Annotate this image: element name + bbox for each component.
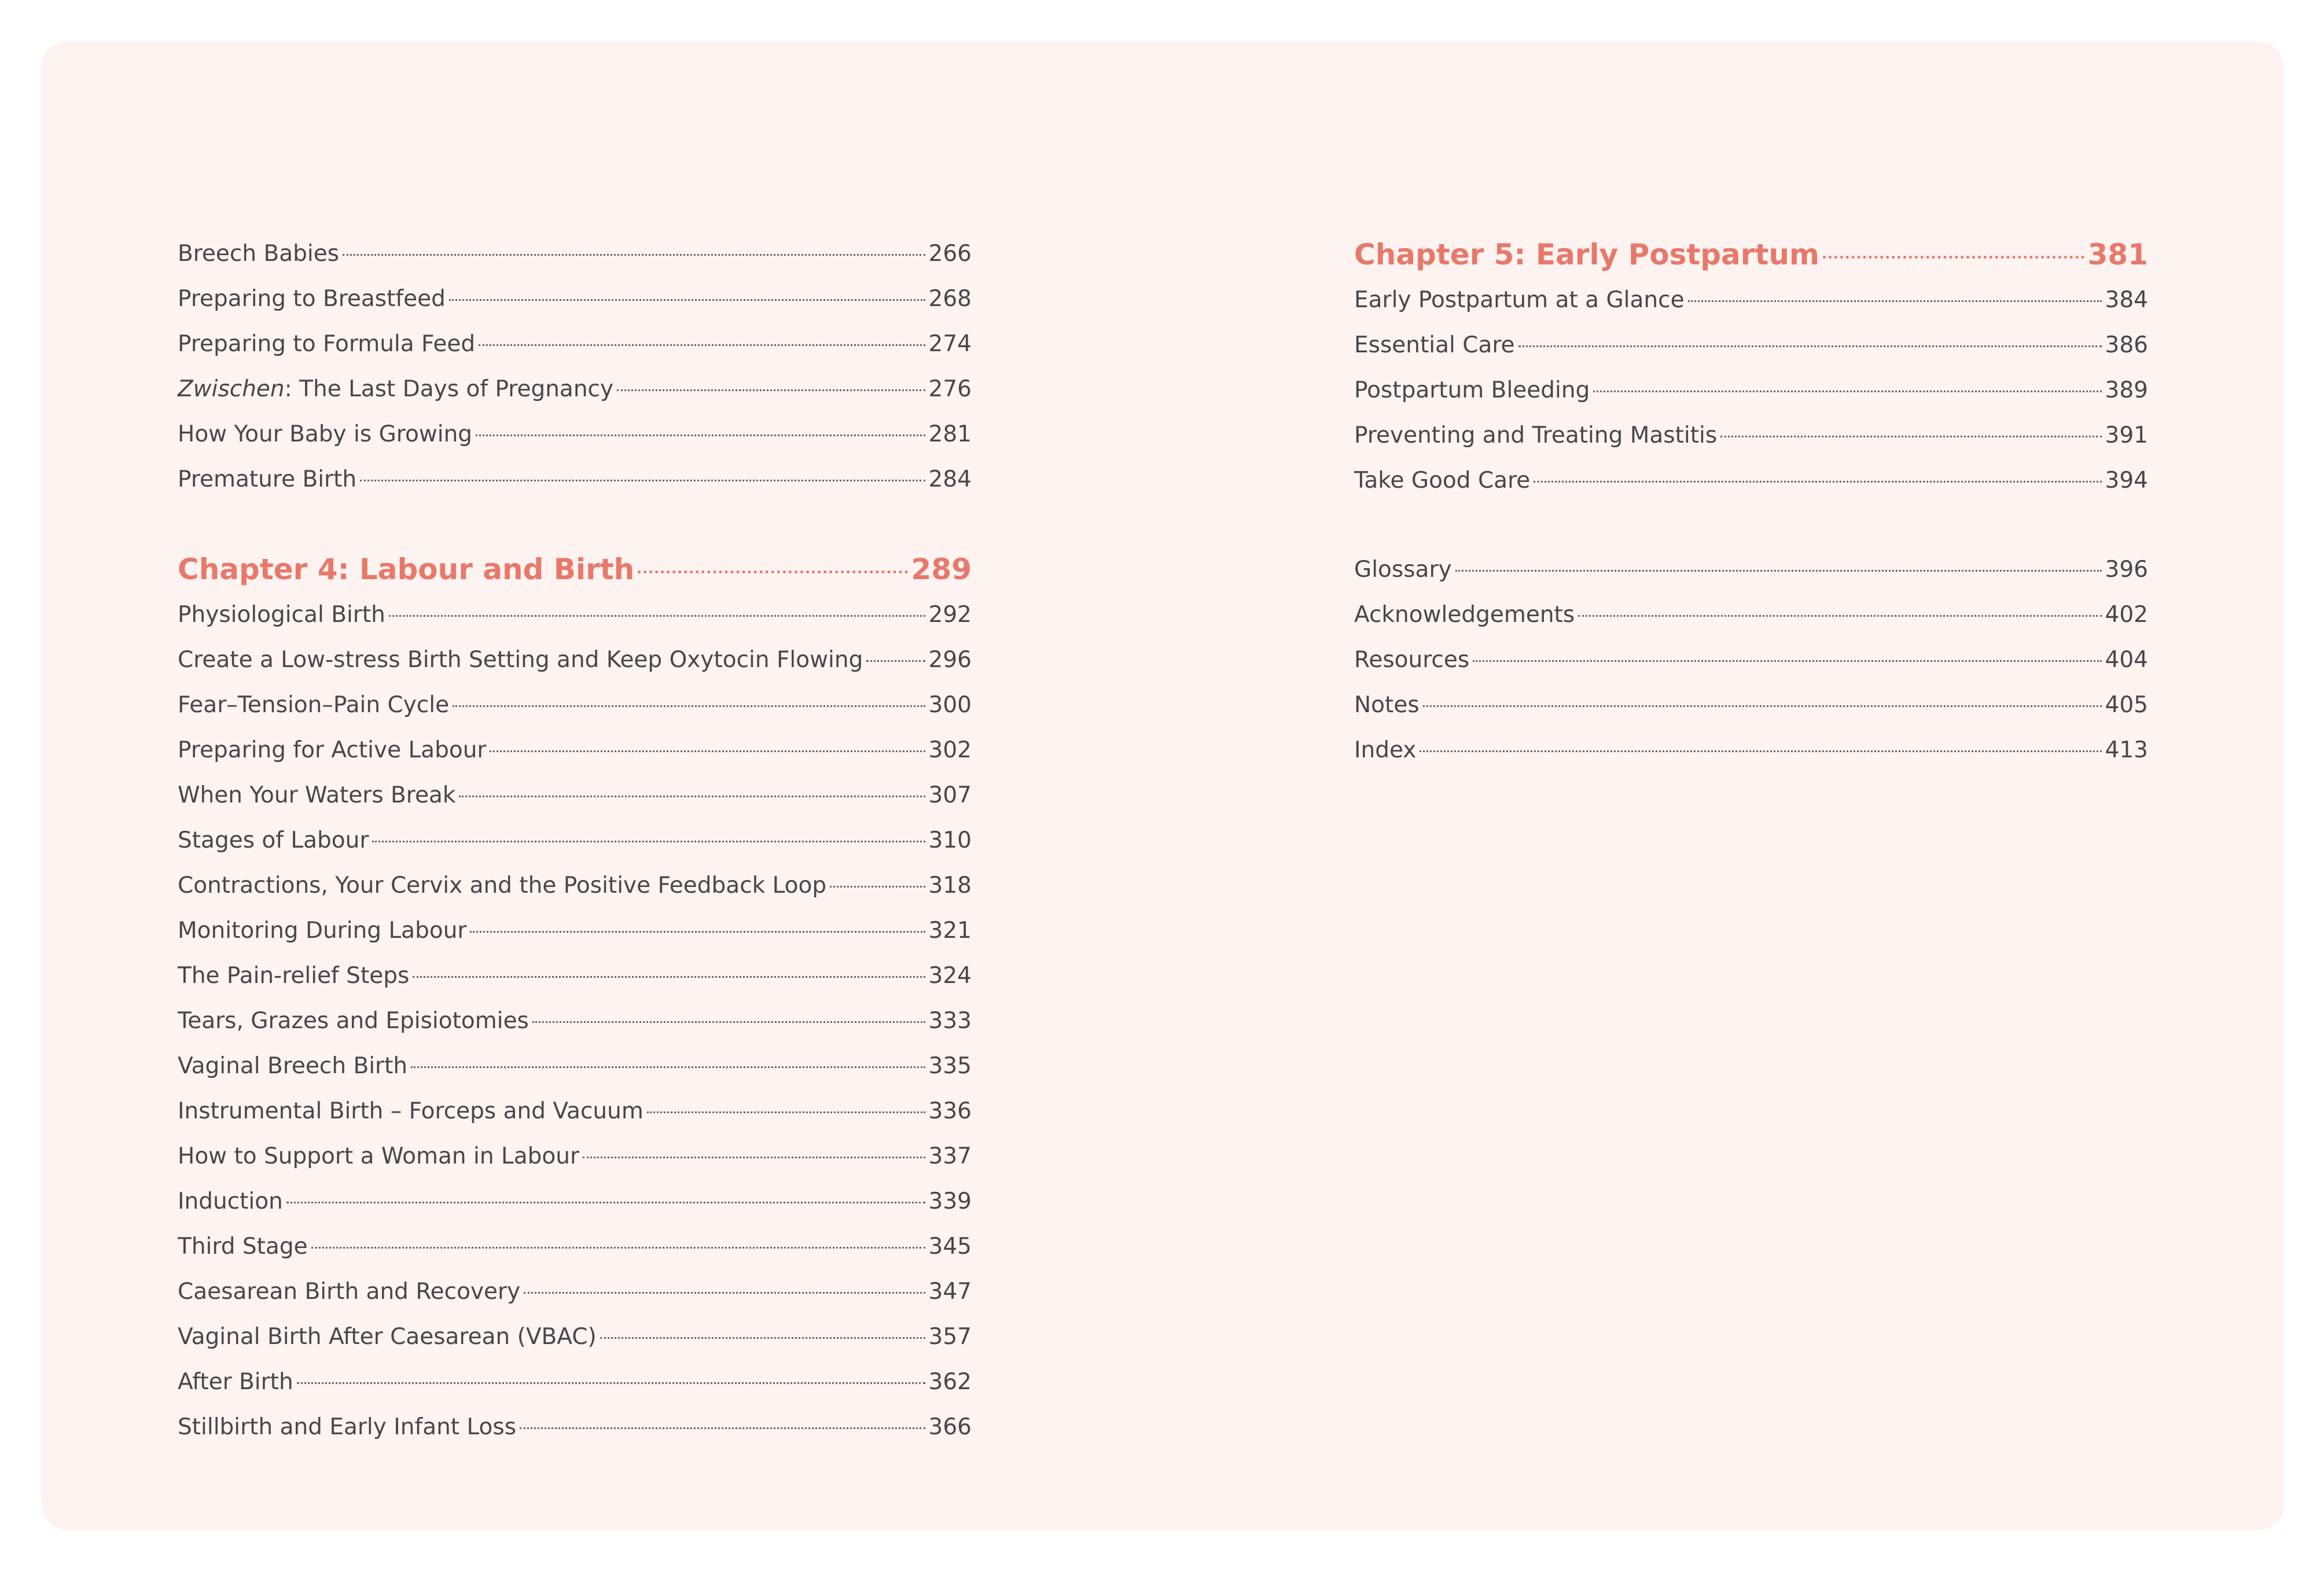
toc-entry-title: Early Postpartum at a Glance [1354, 287, 1685, 313]
toc-entry-page: 404 [2105, 647, 2148, 673]
toc-entry-title: Postpartum Bleeding [1354, 377, 1590, 403]
toc-entry-page: 362 [928, 1369, 972, 1395]
toc-entry-page: 333 [928, 1008, 972, 1034]
toc-entry-title: Induction [178, 1188, 283, 1214]
toc-entry-page: 394 [2105, 467, 2148, 494]
dot-leader [286, 1202, 925, 1203]
toc-entry[interactable] [178, 277, 972, 322]
toc-entry[interactable] [178, 231, 972, 277]
chapter-5-entries [1354, 278, 2148, 503]
toc-entry-title: Glossary [1354, 557, 1452, 583]
dot-leader [1578, 615, 2101, 617]
toc-entry-page: 396 [2105, 557, 2148, 583]
toc-entry-page: 284 [928, 466, 972, 492]
toc-entry-page: 300 [928, 692, 972, 718]
toc-entry-title: Breech Babies [178, 241, 340, 267]
toc-entry-page: 366 [928, 1414, 972, 1440]
dot-leader [372, 841, 925, 842]
toc-entry-page: 268 [928, 286, 972, 312]
toc-entry-title: Create a Low-stress Birth Setting and Keep Oxytocin Flowing [178, 647, 863, 673]
dot-leader [490, 750, 925, 752]
toc-entry-title: Preparing to Formula Feed [178, 331, 476, 357]
chapter-page: 289 [911, 553, 972, 586]
toc-entry-page: 274 [928, 331, 972, 357]
toc-entry-page: 402 [2105, 602, 2148, 628]
toc-entry-page: 384 [2105, 287, 2148, 313]
dot-leader [1420, 750, 2101, 752]
toc-entry-page: 302 [928, 737, 972, 763]
toc-entry-title: Notes [1354, 692, 1420, 718]
toc-entry-title: Preventing and Treating Mastitis [1354, 422, 1718, 448]
toc-entry-title: Acknowledgements [1354, 602, 1575, 628]
dot-leader [1823, 256, 2084, 259]
toc-entry[interactable] [178, 1224, 972, 1269]
toc-entry-page: 339 [928, 1188, 972, 1214]
toc-entry[interactable] [178, 592, 972, 638]
back-matter-entries [1354, 547, 2148, 773]
toc-entry-page: 347 [928, 1279, 972, 1305]
toc-entry[interactable] [1354, 592, 2148, 638]
dot-leader [1473, 660, 2101, 662]
toc-entry[interactable] [1354, 638, 2148, 683]
toc-entry[interactable] [178, 322, 972, 367]
toc-entry[interactable] [178, 908, 972, 953]
dot-leader [520, 1427, 925, 1429]
chapter-title: Chapter 4: Labour and Birth [178, 553, 635, 586]
toc-entry-page: 296 [928, 647, 972, 673]
toc-entry[interactable] [1354, 683, 2148, 728]
toc-entry-page: 337 [928, 1143, 972, 1169]
dot-leader [411, 1066, 925, 1068]
chapter-4-entries [178, 592, 972, 1450]
toc-entry[interactable] [1354, 413, 2148, 458]
dot-leader [866, 660, 925, 662]
chapter-page: 381 [2087, 238, 2148, 271]
section-spacer [178, 502, 972, 546]
toc-entry-title: Index [1354, 737, 1417, 763]
toc-entry-title: Vaginal Birth After Caesarean (VBAC) [178, 1324, 597, 1350]
dot-leader [1720, 436, 2101, 437]
chapter-title: Chapter 5: Early Postpartum [1354, 238, 1820, 271]
toc-entry-page: 324 [928, 963, 972, 989]
toc-entry[interactable] [178, 1405, 972, 1450]
dot-leader [1593, 391, 2101, 392]
toc-entry-title: Monitoring During Labour [178, 918, 467, 944]
dot-leader [647, 1111, 925, 1113]
toc-entry[interactable] [178, 1089, 972, 1134]
toc-entry-page: 345 [928, 1234, 972, 1260]
toc-entry-title: Take Good Care [1354, 467, 1531, 494]
toc-entry-title: How to Support a Woman in Labour [178, 1143, 579, 1169]
toc-entry-title-rest: : The Last Days of Pregnancy [284, 376, 614, 402]
dot-leader [1455, 570, 2102, 572]
toc-entry[interactable] [178, 1179, 972, 1224]
chapter-heading[interactable] [1354, 231, 2148, 278]
toc-right-column [1354, 231, 2148, 773]
toc-entry-title: After Birth [178, 1369, 293, 1395]
toc-entry[interactable] [178, 1360, 972, 1405]
toc-entry-page: 335 [928, 1053, 972, 1079]
section-spacer [1354, 503, 2148, 547]
toc-entry-title: Essential Care [1354, 332, 1515, 358]
toc-entry-title: Caesarean Birth and Recovery [178, 1279, 521, 1305]
dot-leader [459, 796, 925, 797]
toc-entry-page: 391 [2105, 422, 2148, 448]
toc-page [42, 42, 2284, 1530]
toc-entry-page: 386 [2105, 332, 2148, 358]
dot-leader [360, 480, 925, 481]
toc-entry-page: 405 [2105, 692, 2148, 718]
dot-leader [524, 1292, 925, 1294]
toc-entry-page: 307 [928, 782, 972, 808]
dot-leader [413, 976, 925, 978]
toc-entry-title: Stages of Labour [178, 827, 369, 853]
toc-entry-page: 389 [2105, 377, 2148, 403]
toc-entry-title: Resources [1354, 647, 1470, 673]
toc-entry-page: 357 [928, 1324, 972, 1350]
toc-entry-page: 276 [928, 376, 972, 402]
dot-leader [449, 299, 925, 301]
toc-entry[interactable] [1354, 458, 2148, 503]
toc-entry-title: Tears, Grazes and Episiotomies [178, 1008, 529, 1034]
toc-entry-title: Vaginal Breech Birth [178, 1053, 408, 1079]
toc-entry-page: 266 [928, 241, 972, 267]
toc-entry-title: When Your Waters Break [178, 782, 456, 808]
toc-entry[interactable] [178, 818, 972, 863]
toc-entry[interactable] [1354, 278, 2148, 323]
dot-leader [638, 570, 907, 573]
dot-leader [470, 931, 925, 933]
toc-entry[interactable] [178, 638, 972, 683]
toc-entry[interactable] [178, 953, 972, 999]
toc-entry[interactable] [178, 773, 972, 818]
dot-leader [311, 1247, 925, 1249]
dot-leader [479, 344, 925, 346]
toc-entry[interactable] [178, 1315, 972, 1360]
toc-entry-title [178, 367, 613, 412]
toc-entry-page: 281 [928, 421, 972, 447]
toc-entry[interactable] [178, 999, 972, 1044]
toc-entry[interactable] [178, 1269, 972, 1315]
dot-leader [532, 1021, 925, 1023]
toc-entry[interactable] [178, 457, 972, 502]
dot-leader [343, 254, 925, 256]
toc-entry-title: The Pain-relief Steps [178, 963, 410, 989]
toc-entry-title: Contractions, Your Cervix and the Positive Feedback Loop [178, 872, 827, 899]
chapter-heading[interactable] [178, 546, 972, 592]
dot-leader [617, 389, 925, 391]
toc-entry[interactable] [178, 863, 972, 908]
toc-entry-title: Instrumental Birth – Forceps and Vacuum [178, 1098, 643, 1124]
dot-leader [1688, 300, 2102, 302]
dot-leader [453, 705, 925, 707]
toc-entry[interactable] [178, 728, 972, 773]
toc-entry[interactable] [1354, 547, 2148, 592]
dot-leader [1534, 481, 2101, 483]
toc-entry[interactable] [178, 1134, 972, 1179]
dot-leader [583, 1157, 925, 1158]
dot-leader [1423, 705, 2102, 707]
toc-entry-title: Premature Birth [178, 466, 357, 492]
toc-entry-page: 413 [2105, 737, 2148, 763]
toc-entry-title: Preparing for Active Labour [178, 737, 487, 763]
toc-entry-title: Preparing to Breastfeed [178, 286, 446, 312]
toc-entry-title: Fear–Tension–Pain Cycle [178, 692, 450, 718]
toc-entry-title: How Your Baby is Growing [178, 421, 473, 447]
toc-entry[interactable] [1354, 323, 2148, 368]
toc-entry[interactable] [178, 412, 972, 457]
dot-leader [830, 886, 925, 888]
toc-entry-page: 310 [928, 827, 972, 853]
toc-entry-title-italic: Zwischen [178, 376, 285, 402]
toc-entry-title: Third Stage [178, 1234, 308, 1260]
toc-entry-title: Stillbirth and Early Infant Loss [178, 1414, 517, 1440]
toc-entry-page: 321 [928, 918, 972, 944]
toc-entry-title: Physiological Birth [178, 602, 385, 628]
toc-entry[interactable] [1354, 368, 2148, 413]
toc-entry[interactable] [178, 1044, 972, 1089]
dot-leader [297, 1382, 925, 1384]
dot-leader [389, 615, 925, 617]
toc-entry-page: 292 [928, 602, 972, 628]
dot-leader [1518, 345, 2102, 347]
toc-entry[interactable] [178, 683, 972, 728]
toc-left-column [178, 231, 972, 1450]
toc-entry-page: 336 [928, 1098, 972, 1124]
toc-entry-page: 318 [928, 872, 972, 899]
dot-leader [476, 435, 925, 436]
dot-leader [600, 1337, 925, 1339]
toc-entry[interactable] [178, 367, 972, 412]
toc-entry[interactable] [1354, 728, 2148, 773]
